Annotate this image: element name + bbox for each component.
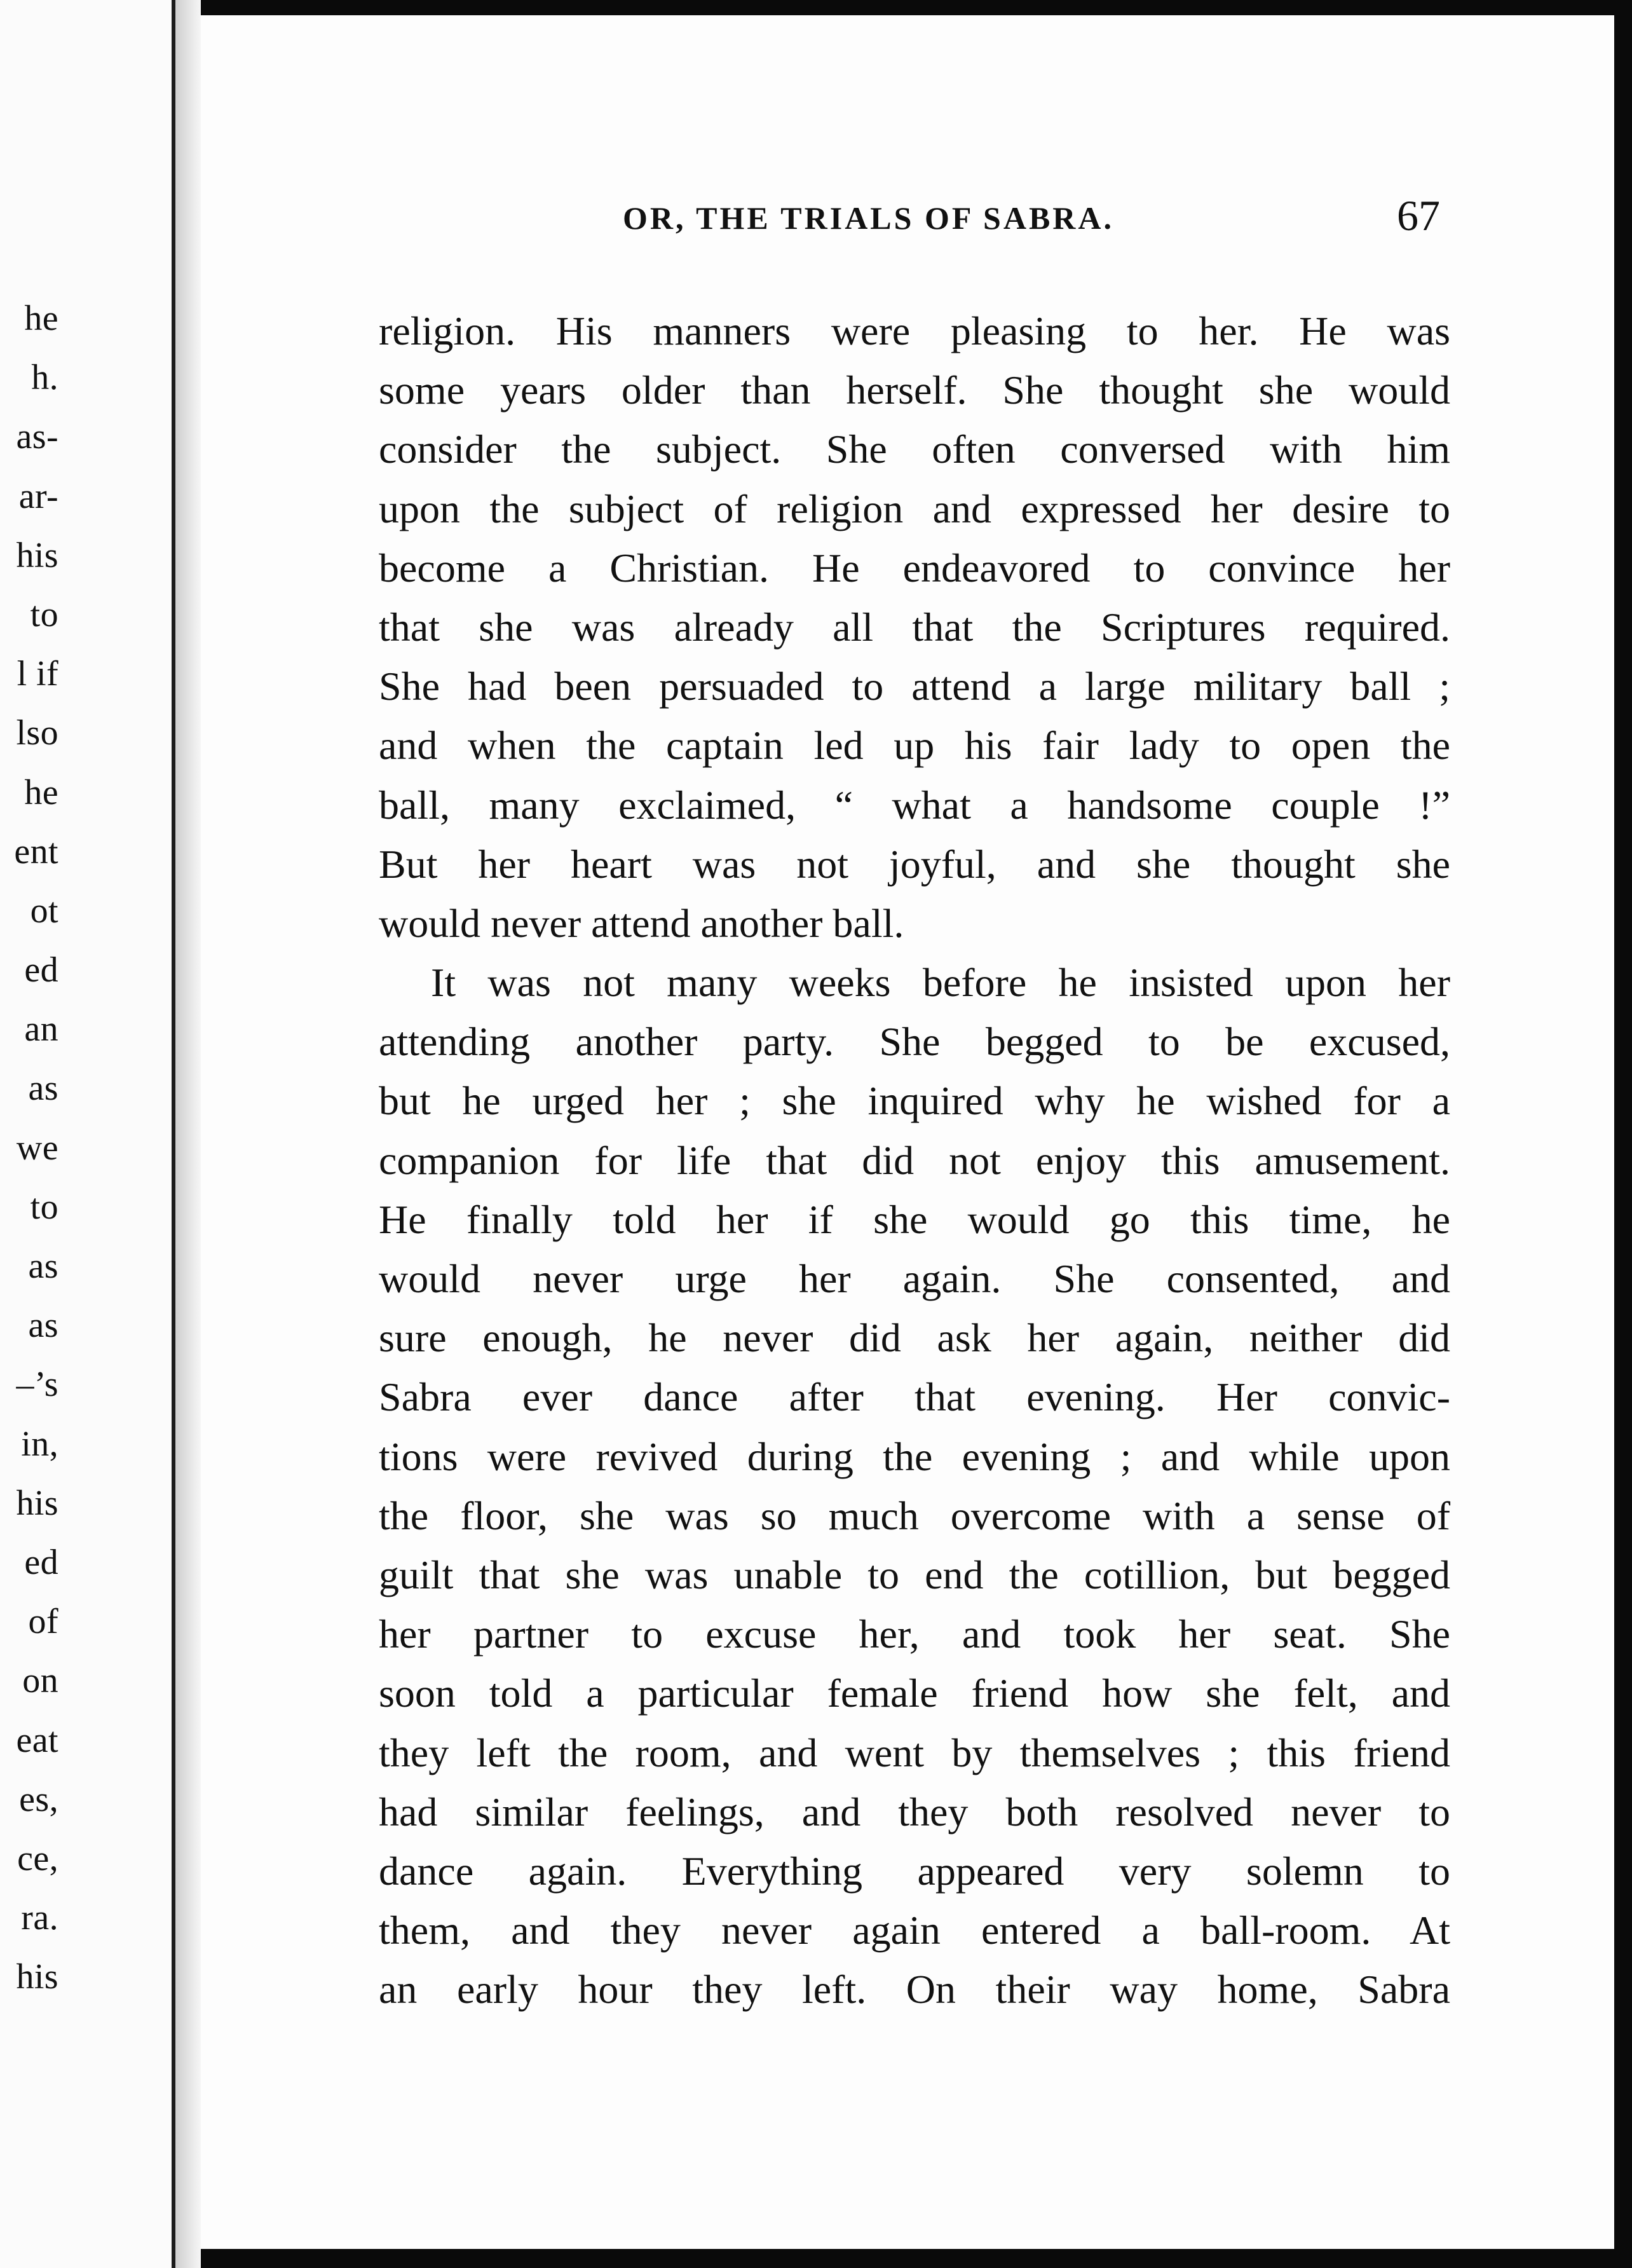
- facing-page-line: h.: [31, 358, 58, 398]
- facing-page-line: ar-: [18, 476, 58, 516]
- text-line: ball, many exclaimed, “ what a handsome couple !”: [379, 782, 1450, 828]
- facing-page-line: ed: [24, 1542, 58, 1582]
- text-line: become a Christian. He endeavored to convince her: [379, 545, 1450, 591]
- facing-page-line: to: [30, 1187, 58, 1227]
- text-line: soon told a particular female friend how she felt, and: [379, 1670, 1450, 1716]
- text-line: they left the room, and went by themselves ; this friend: [379, 1730, 1450, 1775]
- facing-page-text: [0, 289, 58, 2007]
- facing-page-line: as: [28, 1069, 58, 1109]
- page-number: 67: [1397, 191, 1440, 240]
- scan-top-edge: [165, 0, 1632, 15]
- facing-page-line: he: [24, 299, 58, 338]
- text-line: But her heart was not joyful, and she thought she: [379, 841, 1450, 887]
- facing-page-line: as: [28, 1247, 58, 1286]
- facing-page-line: in,: [21, 1424, 58, 1464]
- facing-page-line: ot: [30, 891, 58, 931]
- facing-page-line: ra.: [21, 1898, 58, 1938]
- facing-page-edge: [0, 0, 175, 2268]
- binding-gutter: [175, 0, 201, 2268]
- text-line: guilt that she was unable to end the cotillion, but begged: [379, 1552, 1450, 1597]
- text-line: religion. His manners were pleasing to her. He was: [379, 308, 1450, 353]
- text-line: Sabra ever dance after that evening. Her convic-: [379, 1374, 1450, 1420]
- facing-page-line: ce,: [17, 1838, 58, 1878]
- text-line: He finally told her if she would go this time, he: [379, 1196, 1450, 1242]
- text-line: would never attend another ball.: [379, 900, 904, 946]
- text-line: them, and they never again entered a ball-room. At: [379, 1908, 1450, 1953]
- facing-page-line: on: [22, 1661, 58, 1701]
- facing-page-line: ent: [14, 831, 58, 871]
- text-line: It was not many weeks before he insisted upon her: [431, 960, 1450, 1006]
- text-line: tions were revived during the evening ; and while upon: [379, 1433, 1450, 1479]
- text-line: dance again. Everything appeared very solemn to: [379, 1848, 1450, 1894]
- text-line: upon the subject of religion and expressed her desire to: [379, 486, 1450, 531]
- scan-bottom-edge: [191, 2249, 1632, 2268]
- facing-page-line: es,: [19, 1779, 58, 1819]
- facing-page-line: as-: [16, 417, 58, 457]
- text-line: consider the subject. She often conversed with him: [379, 427, 1450, 472]
- text-line: attending another party. She begged to be excused,: [379, 1019, 1450, 1065]
- facing-page-line: l if: [17, 654, 58, 694]
- facing-page-line: his: [16, 535, 58, 575]
- text-line: some years older than herself. She thought she would: [379, 367, 1450, 413]
- facing-page-line: we: [16, 1128, 58, 1168]
- running-head: OR, THE TRIALS OF SABRA.: [623, 200, 1115, 236]
- facing-page-line: an: [24, 1009, 58, 1049]
- facing-page-line: his: [16, 1483, 58, 1523]
- text-line: that she was already all that the Scriptures required.: [379, 604, 1450, 650]
- facing-page-line: –’s: [16, 1365, 58, 1405]
- facing-page-line: as: [28, 1306, 58, 1346]
- text-line: sure enough, he never did ask her again, neither did: [379, 1315, 1450, 1361]
- facing-page-line: lso: [16, 713, 58, 753]
- text-line: companion for life that did not enjoy this amusement.: [379, 1137, 1450, 1183]
- facing-page-line: ed: [24, 950, 58, 990]
- facing-page-line: to: [30, 594, 58, 634]
- text-line: She had been persuaded to attend a large military ball ;: [379, 664, 1450, 709]
- text-line: her partner to excuse her, and took her seat. She: [379, 1611, 1450, 1657]
- facing-page-line: of: [28, 1602, 58, 1642]
- text-line: had similar feelings, and they both resolved never to: [379, 1789, 1450, 1834]
- scan-right-edge: [1614, 0, 1632, 2268]
- text-line: and when the captain led up his fair lady to open the: [379, 723, 1450, 769]
- facing-page-line: he: [24, 772, 58, 812]
- facing-page-line: eat: [16, 1720, 58, 1760]
- text-line: an early hour they left. On their way home, Sabra: [379, 1967, 1450, 2012]
- facing-page-line: his: [16, 1957, 58, 1997]
- text-line: but he urged her ; she inquired why he wished for a: [379, 1078, 1450, 1124]
- text-line: the floor, she was so much overcome with a sense of: [379, 1493, 1450, 1538]
- body-text: [379, 301, 1450, 2019]
- text-line: would never urge her again. She consented, and: [379, 1256, 1450, 1301]
